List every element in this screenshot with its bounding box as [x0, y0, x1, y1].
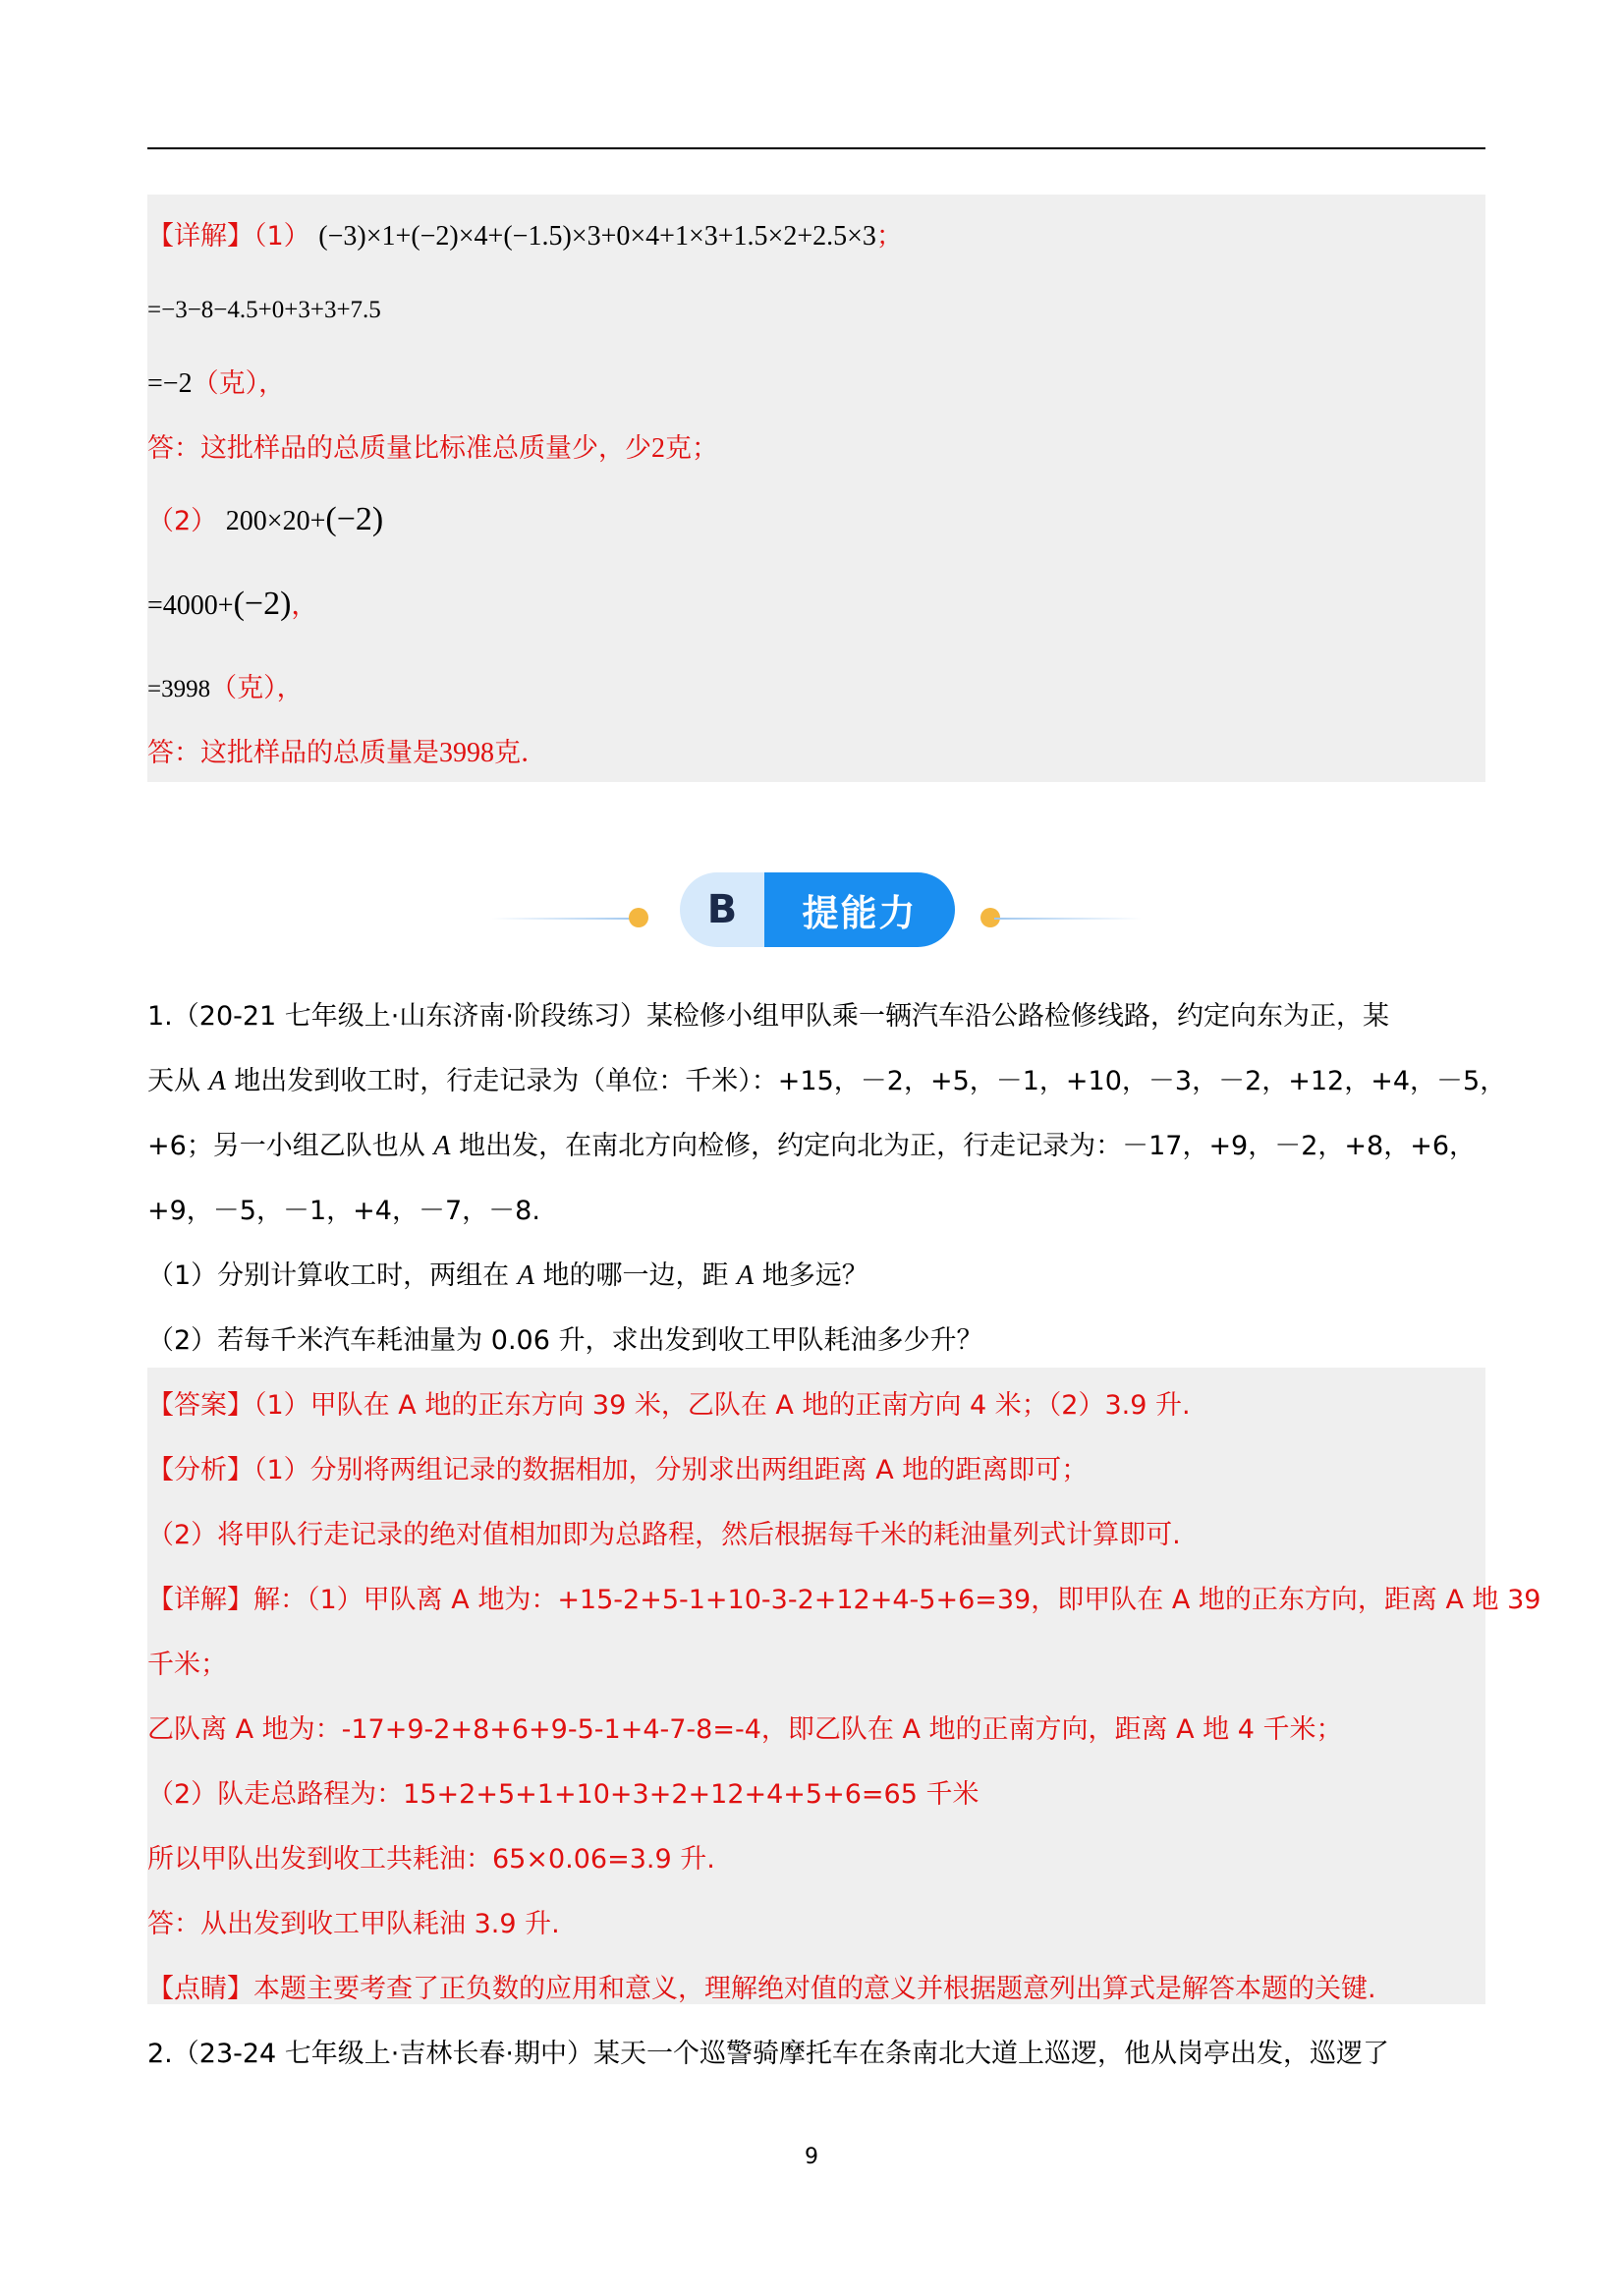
section-title: 提能力 — [764, 872, 955, 947]
q1-answer: 【答案】（1）甲队在 A 地的正东方向 39 米，乙队在 A 地的正南方向 4 米；（2）3.9 升. — [147, 1390, 1191, 1421]
decor-dot-left — [629, 908, 648, 927]
page-number: 9 — [805, 2145, 818, 2169]
section-letter: B — [680, 872, 764, 947]
q1-detail-3: 乙队离 A 地为：-17+9-2+8+6+9-5-1+4-7-8=-4，即乙队在 A 地的正南方向，距离 A 地 4 千米； — [147, 1714, 1343, 1745]
section-badge — [680, 872, 955, 947]
answer-line-2: 答：这批样品的总质量是3998克． — [147, 738, 547, 768]
q1-detail-2: 千米； — [147, 1650, 227, 1680]
part-2-line: （2） 200×20+(−2) — [147, 501, 384, 537]
answer-line-1: 答：这批样品的总质量比标准总质量少，少2克； — [147, 433, 718, 464]
detail-line-1: 【详解】（1） (−3)×1+(−2)×4+(−1.5)×3+0×4+1×3+1.5×2+2.5×3； — [147, 221, 903, 252]
decor-line-left — [491, 918, 639, 920]
q1-sub-question-2: （2）若每千米汽车耗油量为 0.06 升，求出发到收工甲队耗油多少升？ — [147, 1325, 983, 1356]
q1-line-1: 1.（20-21 七年级上·山东济南·阶段练习）某检修小组甲队乘一辆汽车沿公路检修线路，约定向东为正，某 — [147, 1001, 1389, 1032]
q1-analysis-1: 【分析】（1）分别将两组记录的数据相加，分别求出两组距离 A 地的距离即可； — [147, 1455, 1089, 1485]
q1-analysis-2: （2）将甲队行走记录的绝对值相加即为总路程，然后根据每千米的耗油量列式计算即可. — [147, 1520, 1181, 1550]
q1-detail-4: （2）队走总路程为：15+2+5+1+10+3+2+12+4+5+6=65 千米 — [147, 1779, 979, 1810]
q1-sub-question-1: （1）分别计算收工时，两组在 A 地的哪一边，距 A 地多远？ — [147, 1260, 868, 1291]
q1-line-4: +9，－5，－1，+4，－7，－8. — [147, 1196, 540, 1226]
q1-comment: 【点睛】本题主要考查了正负数的应用和意义，理解绝对值的意义并根据题意列出算式是解答本题的关键. — [147, 1974, 1376, 2004]
step-line-4: =3998（克）， — [147, 673, 304, 703]
q1-detail-5: 所以甲队出发到收工共耗油：65×0.06=3.9 升. — [147, 1844, 715, 1875]
q1-detail-1: 【详解】解：（1）甲队离 A 地为：+15-2+5-1+10-3-2+12+4-5+6=39，即甲队在 A 地的正东方向，距离 A 地 39 — [147, 1585, 1541, 1615]
step-line-1: =−3−8−4.5+0+3+3+7.5 — [147, 297, 381, 323]
q2-line-1: 2.（23-24 七年级上·吉林长春·期中）某天一个巡警骑摩托车在条南北大道上巡逻，他从岗亭出发，巡逻了 — [147, 2039, 1389, 2069]
q1-line-2: 天从 A 地出发到收工时，行走记录为（单位：千米）：+15，－2，+5，－1，+10，－3，－2，+12，+4，－5， — [147, 1066, 1507, 1096]
step-line-2: =−2（克）， — [147, 368, 286, 399]
expression-1: (−3)×1+(−2)×4+(−1.5)×3+0×4+1×3+1.5×2+2.5×3 — [318, 221, 876, 252]
detail-label: 【详解】 — [147, 221, 253, 252]
header-rule — [147, 147, 1485, 149]
q1-line-3: +6；另一小组乙队也从 A 地出发，在南北方向检修，约定向北为正，行走记录为：－17，+9，－2，+8，+6， — [147, 1131, 1477, 1161]
q1-detail-6: 答：从出发到收工甲队耗油 3.9 升. — [147, 1909, 560, 1939]
part-label: （1） — [253, 221, 310, 252]
decor-line-right — [994, 918, 1142, 920]
step-line-3: =4000+(−2)， — [147, 586, 318, 622]
